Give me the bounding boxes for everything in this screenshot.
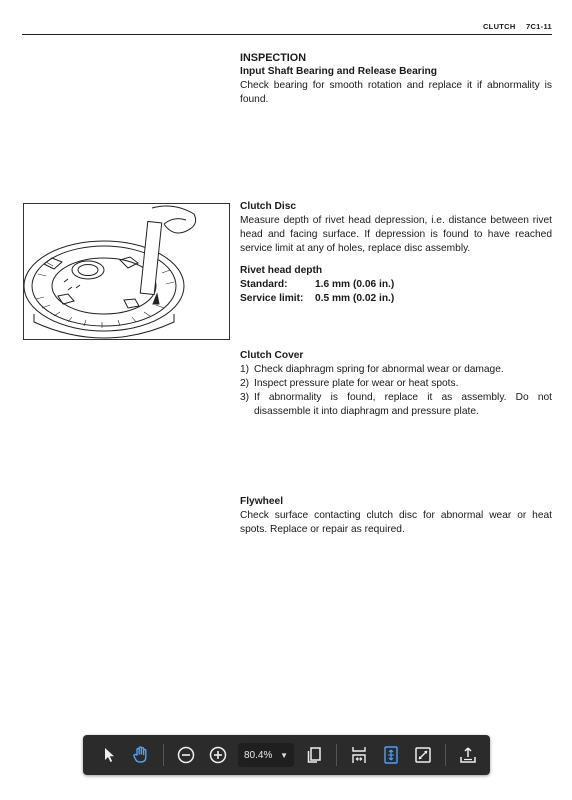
toolbar-divider [445, 744, 446, 766]
zoom-out-icon [177, 746, 195, 764]
list-item [240, 363, 552, 377]
spec-standard [240, 278, 552, 292]
share-button[interactable] [454, 741, 482, 769]
page-header [475, 22, 552, 31]
list-item-number: 1) [240, 364, 250, 375]
list-item-text: If abnormality is found, replace it as assembly. Do not disassemble it into diaphragm and pressure plate. [254, 392, 552, 417]
zoom-level-select[interactable] [238, 743, 294, 767]
zoom-in-icon [209, 746, 227, 764]
list-item [240, 391, 552, 419]
chevron-down-icon: ▼ [280, 750, 288, 760]
fit-page-icon [382, 745, 400, 765]
fullscreen-icon [414, 746, 432, 764]
fit-page-button[interactable] [377, 741, 405, 769]
list-item-number: 3) [240, 392, 250, 403]
clutch-cover-list [240, 363, 552, 419]
list-item-text: Check diaphragm spring for abnormal wear or damage. [254, 364, 504, 375]
inspection-subtitle: Input Shaft Bearing and Release Bearing [240, 66, 437, 77]
zoom-in-button[interactable] [204, 741, 232, 769]
inspection-body: Check bearing for smooth rotation and replace it if abnormality is found. [240, 80, 552, 105]
zoom-level-value: 80.4% [244, 749, 273, 761]
select-tool-button[interactable] [95, 741, 123, 769]
fit-width-icon [350, 745, 368, 765]
list-item [240, 377, 552, 391]
flywheel-section [240, 495, 552, 537]
page-view-icon [305, 746, 323, 764]
clutch-disc-illustration [23, 203, 230, 340]
clutch-disc-section [240, 200, 552, 306]
hand-tool-button[interactable] [127, 741, 155, 769]
flywheel-title: Flywheel [240, 496, 284, 507]
list-item-text: Inspect pressure plate for wear or heat spots. [254, 378, 459, 389]
spec-standard-value: 1.6 mm (0.06 in.) [315, 279, 395, 290]
hand-tool-icon [131, 745, 151, 765]
spec-service-limit-value: 0.5 mm (0.02 in.) [315, 293, 395, 304]
inspection-title: INSPECTION [240, 52, 306, 64]
header-section: CLUTCH [482, 22, 516, 31]
inspection-section [240, 51, 552, 107]
header-rule [22, 34, 552, 35]
clutch-disc-drawing [24, 204, 229, 339]
spec-service-limit [240, 292, 552, 306]
spec-standard-label: Standard: [240, 279, 288, 290]
header-page-code: 7C1-11 [526, 22, 552, 31]
spec-service-limit-label: Service limit: [240, 293, 304, 304]
toolbar-divider [163, 744, 164, 766]
clutch-disc-title: Clutch Disc [240, 201, 297, 212]
rivet-spec-title: Rivet head depth [240, 265, 323, 276]
clutch-cover-title: Clutch Cover [240, 350, 304, 361]
fit-width-button[interactable] [345, 741, 373, 769]
viewer-toolbar [83, 735, 490, 775]
fullscreen-button[interactable] [409, 741, 437, 769]
list-item-number: 2) [240, 378, 250, 389]
toolbar-divider [336, 744, 337, 766]
clutch-disc-body: Measure depth of rivet head depression, i.e. distance between rivet head and facing surface. If depression is found to have reached service limit at any of holes, replace disc assembly. [240, 215, 552, 254]
page-view-button[interactable] [300, 741, 328, 769]
zoom-out-button[interactable] [172, 741, 200, 769]
select-arrow-icon [101, 747, 117, 763]
flywheel-body: Check surface contacting clutch disc for abnormal wear or heat spots. Replace or repair as required. [240, 510, 552, 535]
clutch-cover-section [240, 349, 552, 419]
share-upload-icon [459, 746, 477, 764]
